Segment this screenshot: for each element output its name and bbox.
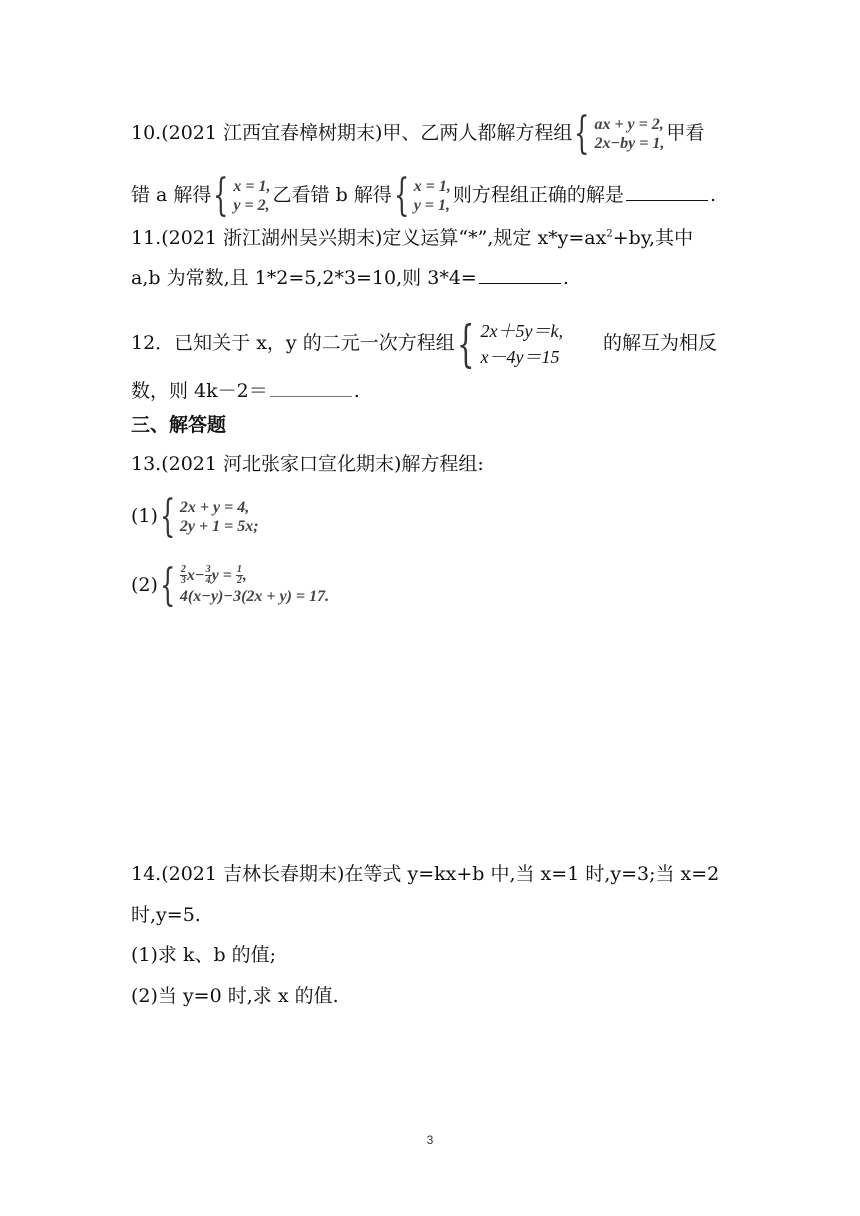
equation: y = 1, [413, 197, 451, 214]
section-heading: 三、解答题 [131, 414, 227, 436]
q13-system-2 [159, 560, 330, 611]
q10-text: 则方程组正确的解是 [452, 184, 624, 206]
q11-period: . [562, 267, 569, 289]
q10-system-a [574, 108, 665, 159]
part-label: (2) [131, 574, 158, 596]
equation: 2x + y = 4, [179, 499, 250, 516]
q12-text: 数，则 4k－2＝ [131, 380, 268, 402]
q14-part1: (1)求 k、b 的值; [131, 944, 277, 966]
q10-text: 错 a 解得 [131, 184, 212, 206]
q13-intro: 13.(2021 河北张家口宣化期末)解方程组: [131, 453, 484, 475]
brace-icon: { [159, 560, 176, 611]
q12-line1 [131, 315, 718, 373]
q12-line2 [131, 378, 360, 403]
fraction: $\frac{3}{4}$ [205, 564, 211, 587]
answer-blank[interactable] [479, 265, 561, 284]
answer-blank[interactable] [270, 378, 352, 397]
q10-system-b [213, 170, 271, 221]
equation: y = 2, [233, 197, 270, 214]
answer-blank[interactable] [626, 182, 708, 201]
q10-line1-suffix: 甲看 [666, 122, 705, 144]
equation: x－4y＝15 [480, 347, 560, 367]
equation: x = 1, [233, 178, 271, 195]
q11-text: +by,其中 [612, 227, 694, 249]
equation: ax + y = 2, [594, 116, 664, 133]
page-number: 3 [426, 1133, 434, 1147]
q13-part2 [131, 560, 331, 611]
q12-text: 12．已知关于 x，y 的二元一次方程组 [131, 332, 455, 354]
equation: 4(x−y)−3(2x + y) = 17. [179, 588, 330, 606]
q11-text: 11.(2021 浙江湖州吴兴期末)定义运算“*”,规定 x*y=ax [131, 227, 607, 249]
equation: x = 1, [413, 178, 451, 195]
q12-system [456, 315, 563, 373]
q14-line2: 时,y=5. [131, 904, 201, 926]
q10-system-c [393, 170, 451, 221]
brace-icon: { [213, 170, 229, 221]
q14-part2: (2)当 y=0 时,求 x 的值. [131, 985, 339, 1007]
q11-line2 [131, 265, 569, 290]
q14-line1: 14.(2021 吉林长春期末)在等式 y=kx+b 中,当 x=1 时,y=3;当 x=2 [131, 863, 720, 885]
brace-icon: { [393, 170, 410, 221]
q10-period: . [709, 184, 716, 206]
equation: 2y + 1 = 5x; [179, 518, 259, 535]
q10-line1-prefix: 10.(2021 江西宜春樟树期末)甲、乙两人都解方程组 [131, 122, 573, 144]
q10-text: 乙看错 b 解得 [272, 184, 392, 206]
q13-part1 [131, 491, 261, 542]
q12-text: 的解互为相反 [603, 332, 718, 354]
q12-period: . [353, 380, 360, 402]
q11-text: a,b 为常数,且 1*2=5,2*3=10,则 3*4= [131, 267, 477, 289]
q10-line1 [131, 108, 705, 159]
part-label: (1) [131, 505, 158, 527]
q13-system-1 [159, 491, 259, 542]
equation: 2x＋5y＝k, [480, 321, 563, 341]
q10-line2 [131, 170, 716, 221]
fraction: $\frac{2}{3}$ [180, 564, 186, 587]
brace-icon: { [159, 491, 176, 542]
q11-line1 [131, 226, 693, 250]
exponent: 2 [606, 228, 613, 240]
brace-icon: { [456, 315, 475, 373]
equation: $\frac{2}{3}$ x− $\frac{3}{4}$ y = $\frac{1}{2}$ , [180, 564, 247, 587]
brace-icon: { [574, 108, 590, 159]
equation: 2x−by = 1, [594, 135, 665, 152]
fraction: $\frac{1}{2}$ [236, 564, 242, 587]
